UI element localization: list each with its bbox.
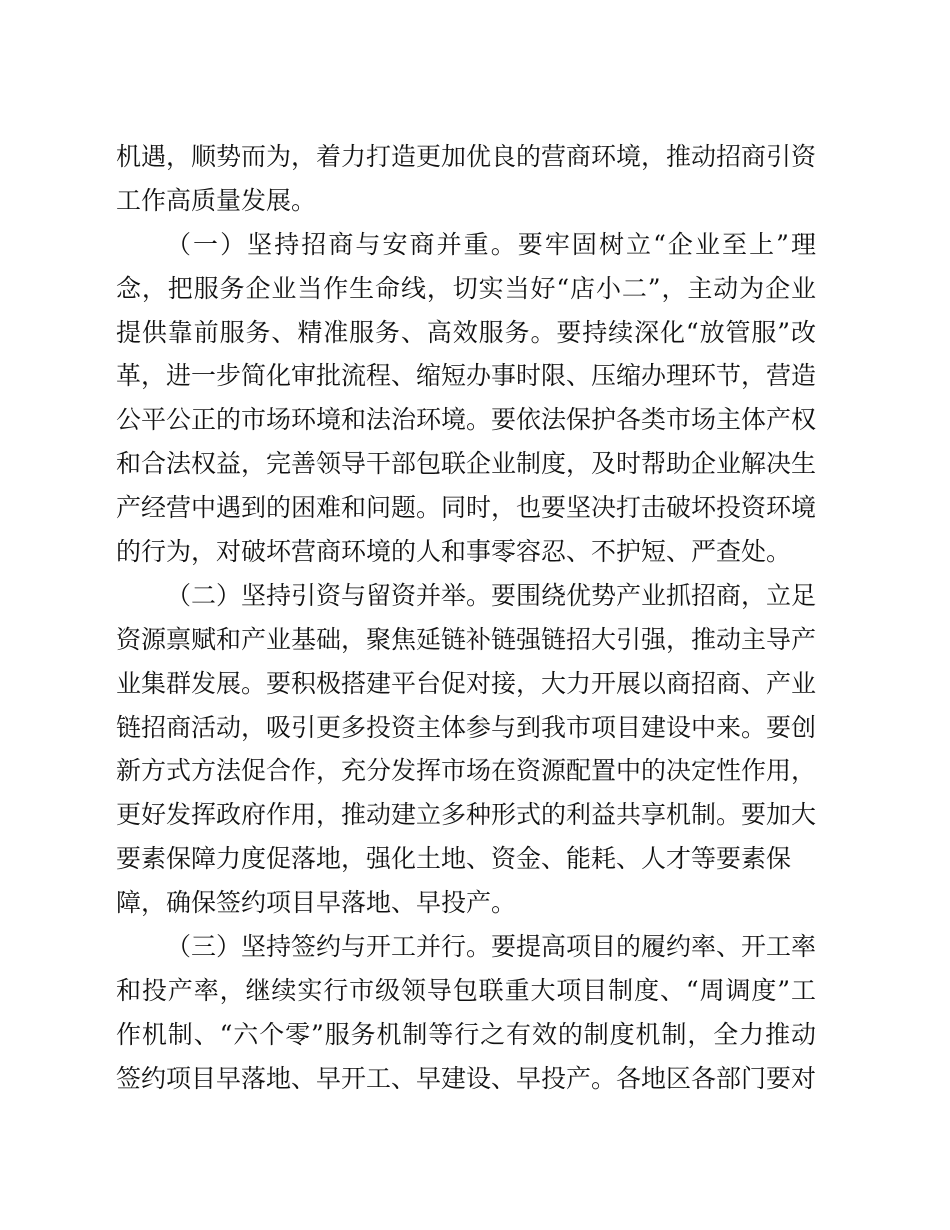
section-3-heading-line: （三）坚持签约与开工并行。要提高项目的履约率、开工率	[166, 932, 817, 962]
section-2-line-5: 新方式方法促合作，充分发挥市场在资源配置中的决定性作用，	[116, 756, 817, 786]
section-2-line-3: 业集群发展。要积极搭建平台促对接，大力开展以商招商、产业	[116, 668, 817, 698]
section-2-line-8: 障，确保签约项目早落地、早投产。	[116, 888, 517, 918]
section-1-line-6: 和合法权益，完善领导干部包联企业制度，及时帮助企业解决生	[116, 449, 817, 479]
section-2-line-2: 资源禀赋和产业基础，聚焦延链补链强链招大引强，推动主导产	[116, 624, 817, 654]
paragraph-intro-line-2: 工作高质量发展。	[116, 185, 317, 215]
section-2-line-6: 更好发挥政府作用，推动建立多种形式的利益共享机制。要加大	[116, 800, 817, 830]
paragraph-intro-line-1: 机遇，顺势而为，着力打造更加优良的营商环境，推动招商引资	[116, 142, 817, 171]
section-1-line-7: 产经营中遇到的困难和问题。同时，也要坚决打击破坏投资环境	[116, 493, 817, 523]
section-1-line-2: 念，把服务企业当作生命线，切实当好“店小二”，主动为企业	[116, 273, 816, 303]
section-3-line-2: 和投产率，继续实行市级领导包联重大项目制度、“周调度”工	[116, 975, 816, 1005]
section-1-line-8: 的行为，对破坏营商环境的人和事零容忍、不护短、严查处。	[116, 537, 792, 567]
section-2-line-4: 链招商活动，吸引更多投资主体参与到我市项目建设中来。要创	[116, 712, 817, 742]
section-2-heading-line: （二）坚持引资与留资并举。要围绕优势产业抓招商，立足	[166, 580, 817, 610]
section-1-line-4: 革，进一步简化审批流程、缩短办事时限、压缩办理环节，营造	[116, 361, 817, 391]
section-3-line-4: 签约项目早落地、早开工、早建设、早投产。各地区各部门要对	[116, 1063, 817, 1093]
section-1-line-5: 公平公正的市场环境和法治环境。要依法保护各类市场主体产权	[116, 405, 817, 435]
section-2-line-7: 要素保障力度促落地，强化土地、资金、能耗、人才等要素保	[116, 844, 792, 874]
section-3-line-3: 作机制、“六个零”服务机制等行之有效的制度机制，全力推动	[116, 1019, 816, 1049]
document-body	[116, 135, 816, 1101]
section-1-heading-line: （一）坚持招商与安商并重。要牢固树立“企业至上”理	[166, 229, 816, 259]
section-1-line-3: 提供靠前服务、精准服务、高效服务。要持续深化“放管服”改	[116, 317, 816, 347]
